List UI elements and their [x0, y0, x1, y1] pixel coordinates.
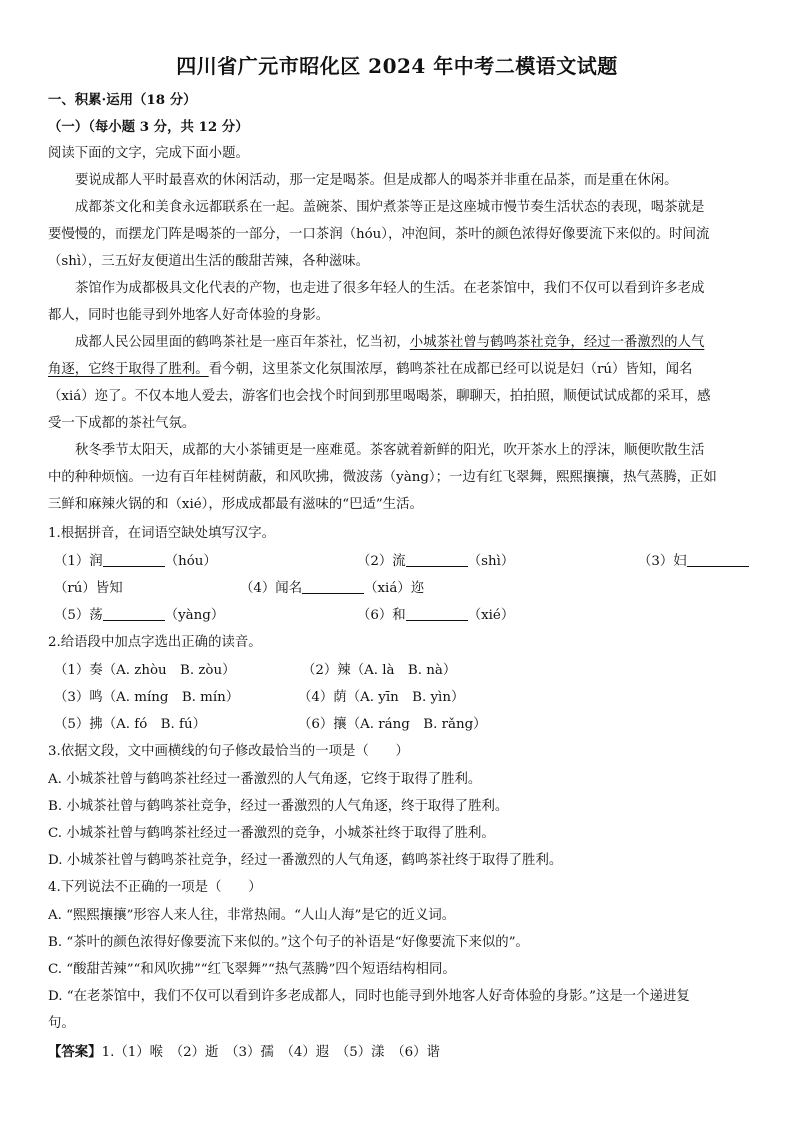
- item-label: （2）流: [357, 554, 406, 569]
- question-2-option-2: （2）辣（A. là B. nà）: [302, 663, 457, 678]
- question-2-option-1: （1）奏（A. zhòu B. zòu）: [54, 663, 236, 678]
- pinyin: （xié）: [467, 608, 515, 623]
- question-2-option-3: （3）鸣（A. míng B. mín）: [54, 690, 240, 705]
- question-2-stem: 2.给语段中加点字选出正确的读音。: [48, 635, 262, 650]
- answer-blank[interactable]: [406, 607, 468, 621]
- underlined-sentence: 角逐，它终于取得了胜利。: [48, 362, 209, 377]
- passage-paragraph-1: 要说成都人平时最喜欢的休闲活动，那一定是喝茶。但是成都人的喝茶并非重在品茶，而是重在休闲。: [75, 173, 678, 188]
- item-label: （5）荡: [54, 608, 103, 623]
- passage-paragraph-3-line-2: 都人，同时也能寻到外地客人好奇体验的身影。: [48, 308, 330, 323]
- question-4-choice-d-line-2: 句。: [48, 1016, 75, 1031]
- passage-paragraph-5-line-3: 三鲜和麻辣火锅的和（xié），形成成都最有滋味的“巴适”生活。: [48, 497, 423, 512]
- pinyin: （xiá）迩: [364, 581, 425, 596]
- passage-paragraph-2-line-1: 成都茶文化和美食永远都联系在一起。盖碗茶、围炉煮茶等正是这座城市慢节奏生活状态的表现，喝茶就是: [75, 200, 705, 215]
- answer-text: 1.（1）喉 （2）逝 （3）孺 （4）遐 （5）漾 （6）谐: [101, 1045, 440, 1060]
- question-1-item-1: [54, 553, 217, 571]
- passage-paragraph-4-line-4: 受一下成都的茶社气氛。: [48, 416, 196, 431]
- passage-text: 成都人民公园里面的鹤鸣茶社是一座百年茶社，忆当初，: [75, 335, 410, 350]
- question-4-stem: 4.下列说法不正确的一项是（ ）: [48, 880, 262, 895]
- question-4-choice-a: A. “熙熙攘攘”形容人来人往，非常热闹。“人山人海”是它的近义词。: [48, 908, 456, 923]
- passage-text: 看今朝，这里茶文化氛围浓厚，鹤鸣茶社在成都已经可以说是妇（rú）皆知，闻名: [208, 362, 693, 377]
- page-title: 四川省广元市昭化区 2024 年中考二模语文试题: [176, 54, 618, 78]
- passage-paragraph-3-line-1: 茶馆作为成都极具文化代表的产物，也走进了很多年轻人的生活。在老茶馆中，我们不仅可以看到许多老成: [75, 281, 705, 296]
- pinyin: （hóu）: [164, 554, 217, 569]
- question-1-item-5: [54, 607, 224, 625]
- answer-blank[interactable]: [406, 553, 468, 567]
- answer-blank[interactable]: [302, 580, 364, 594]
- passage-paragraph-4-line-1: [75, 334, 704, 352]
- question-2-option-4: （4）荫（A. yīn B. yìn）: [298, 690, 465, 705]
- passage-paragraph-5-line-2: 中的种种烦恼。一边有百年桂树荫蔽，和风吹拂，微波荡（yàng）；一边有红飞翠舞，熙熙攘攘，热气蒸腾，正如: [48, 470, 717, 485]
- question-1-item-4: [240, 580, 424, 598]
- question-3-choice-c: C. 小城茶社曾与鹤鸣茶社经过一番激烈的竞争，小城茶社终于取得了胜利。: [48, 826, 495, 841]
- answer-blank[interactable]: [687, 553, 749, 567]
- passage-paragraph-2-line-3: （shì），三五好友便道出生活的酸甜苦辣，各种滋味。: [48, 254, 370, 269]
- question-3-stem: 3.依据文段，文中画横线的句子修改最恰当的一项是（ ）: [48, 744, 409, 759]
- question-4-choice-c: C. “酸甜苦辣”“和风吹拂”“红飞翠舞”“热气蒸腾”四个短语结构相同。: [48, 962, 456, 977]
- question-1-item-6: [357, 607, 514, 625]
- pinyin: （shì）: [467, 554, 515, 569]
- answer-blank[interactable]: [103, 553, 165, 567]
- underlined-sentence: 小城茶社曾与鹤鸣茶社竞争，经过一番激烈的人气: [409, 335, 705, 350]
- question-1-item-3-cont: （rú）皆知: [54, 581, 123, 596]
- item-label: （3）妇: [638, 554, 687, 569]
- question-3-choice-a: A. 小城茶社曾与鹤鸣茶社经过一番激烈的人气角逐，它终于取得了胜利。: [48, 772, 482, 787]
- passage-paragraph-2-line-2: 要慢慢的，而摆龙门阵是喝茶的一部分，一口茶润（hóu），冲泡间，茶叶的颜色浓得好像要流下来似的。时间流: [48, 227, 710, 242]
- answer-line: [48, 1043, 440, 1062]
- passage-paragraph-4-line-3: （xiá）迩了。不仅本地人爱去，游客们也会找个时间到那里喝喝茶，聊聊天，拍拍照，顺便试试成都的采耳，感: [48, 389, 711, 404]
- answer-blank[interactable]: [103, 607, 165, 621]
- passage-paragraph-5-line-1: 秋冬季节太阳天，成都的大小茶铺更是一座难觅。茶客就着新鲜的阳光，吹开茶水上的浮沫，顺便吹散生活: [75, 443, 705, 458]
- item-label: （6）和: [357, 608, 406, 623]
- question-1-item-3: [638, 553, 749, 571]
- question-4-choice-b: B. “茶叶的颜色浓得好像要流下来似的。”这个句子的补语是“好像要流下来似的”。: [48, 935, 529, 950]
- answer-tag: 【答案】: [48, 1044, 102, 1060]
- section-heading: 一、积累·运用（18 分）: [48, 92, 197, 108]
- part-heading: （一）（每小题 3 分，共 12 分）: [48, 119, 249, 135]
- item-label: （4）闻名: [240, 581, 303, 596]
- passage-paragraph-4-line-2: [48, 361, 692, 379]
- question-4-choice-d-line-1: D. “在老茶馆中，我们不仅可以看到许多老成都人，同时也能寻到外地客人好奇体验的身影。”这是一个递进复: [48, 989, 690, 1004]
- question-3-choice-b: B. 小城茶社曾与鹤鸣茶社竞争，经过一番激烈的人气角逐，终于取得了胜利。: [48, 799, 509, 814]
- reading-instruction: 阅读下面的文字，完成下面小题。: [48, 146, 249, 161]
- pinyin: （yàng）: [164, 608, 225, 623]
- question-1-stem: 1.根据拼音，在词语空缺处填写汉字。: [48, 526, 276, 541]
- question-2-option-6: （6）攘（A. ráng B. rǎng）: [298, 717, 487, 732]
- question-3-choice-d: D. 小城茶社曾与鹤鸣茶社竞争，经过一番激烈的人气角逐，鹤鸣茶社终于取得了胜利。: [48, 853, 563, 868]
- item-label: （1）润: [54, 554, 103, 569]
- question-1-item-2: [357, 553, 514, 571]
- question-2-option-5: （5）拂（A. fó B. fú）: [54, 717, 206, 732]
